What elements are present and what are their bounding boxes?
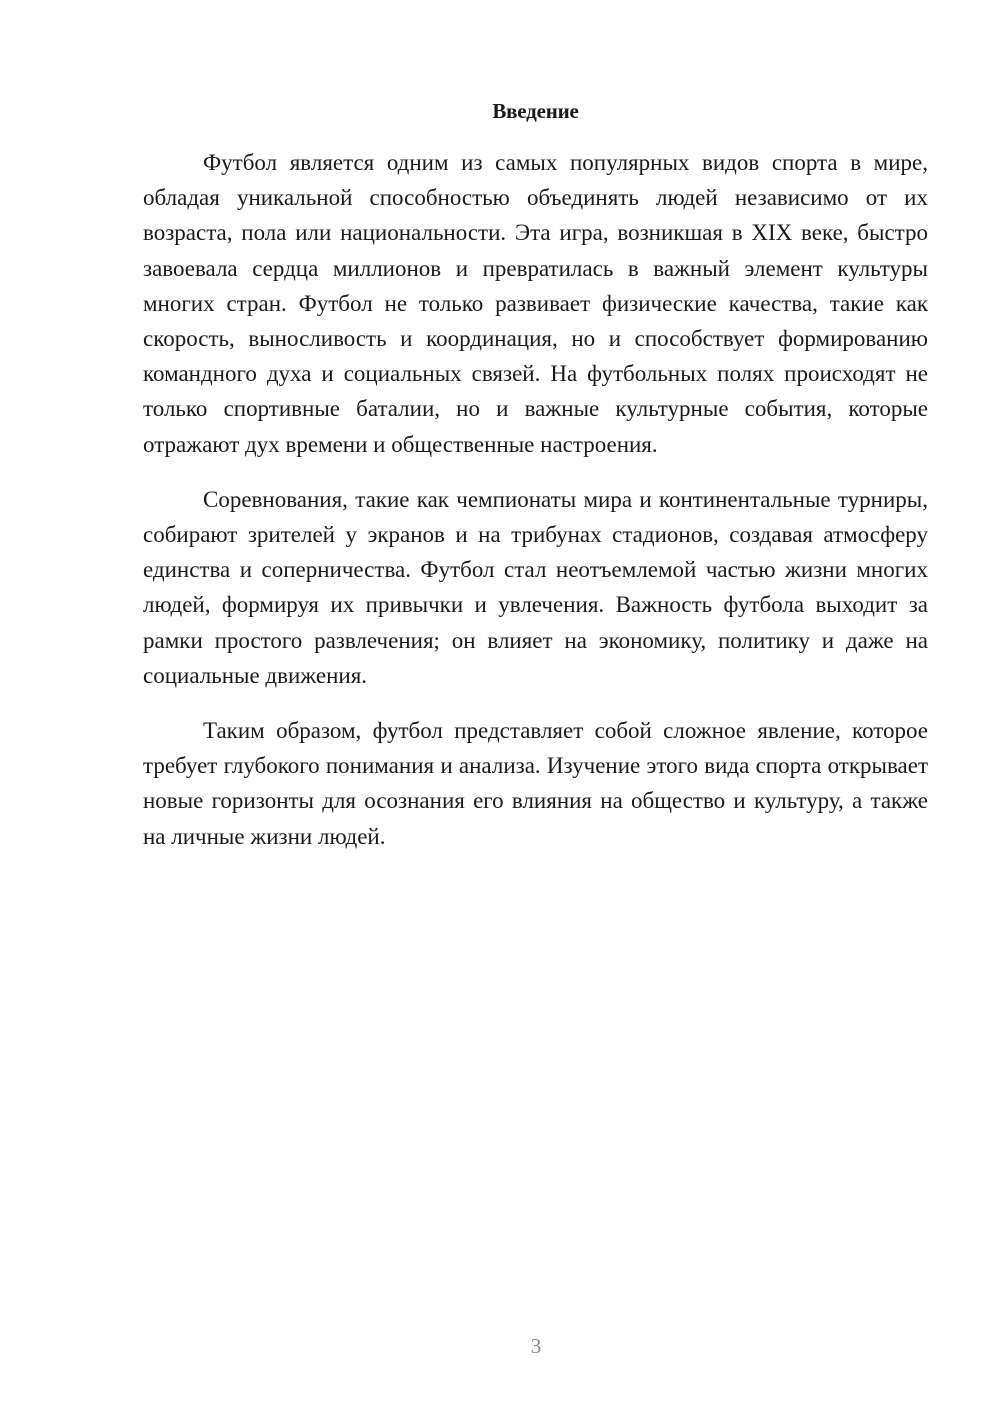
paragraph-3: Таким образом, футбол представляет собой сложное явление, которое требует глубокого понимания и анализа. Изучение этого вида спорта открывает новые горизонты для осознания его влияния на общество и культуру, а также на личные жизни людей. (143, 718, 928, 849)
page-content (143, 93, 928, 874)
paragraph-2: Соревнования, такие как чемпионаты мира и континентальные турниры, собирают зрителей у экранов и на трибунах стадионов, создавая атмосферу единства и соперничества. Футбол стал неотъемлемой частью жизни многих людей, формируя их привычки и увлечения. Важность футбола выходит за рамки простого развлечения; он влияет на экономику, политику и даже на социальные движения. (143, 486, 928, 688)
section-title: Введение (492, 99, 579, 123)
paragraph-1: Футбол является одним из самых популярных видов спорта в мире, обладая уникальной способностью объединять людей независимо от их возраста, пола или национальности. Эта игра, возникшая в XIX веке, быстро завоевала сердца миллионов и превратилась в важный элемент культуры многих стран. Футбол не только развивает физические качества, такие как скорость, выносливость и координация, но и способствует формированию командного духа и социальных связей. На футбольных полях происходят не только спортивные баталии, но и важные культурные события, которые отражают дух времени и общественные настроения. (143, 150, 928, 457)
page-number: 3 (530, 1334, 542, 1358)
